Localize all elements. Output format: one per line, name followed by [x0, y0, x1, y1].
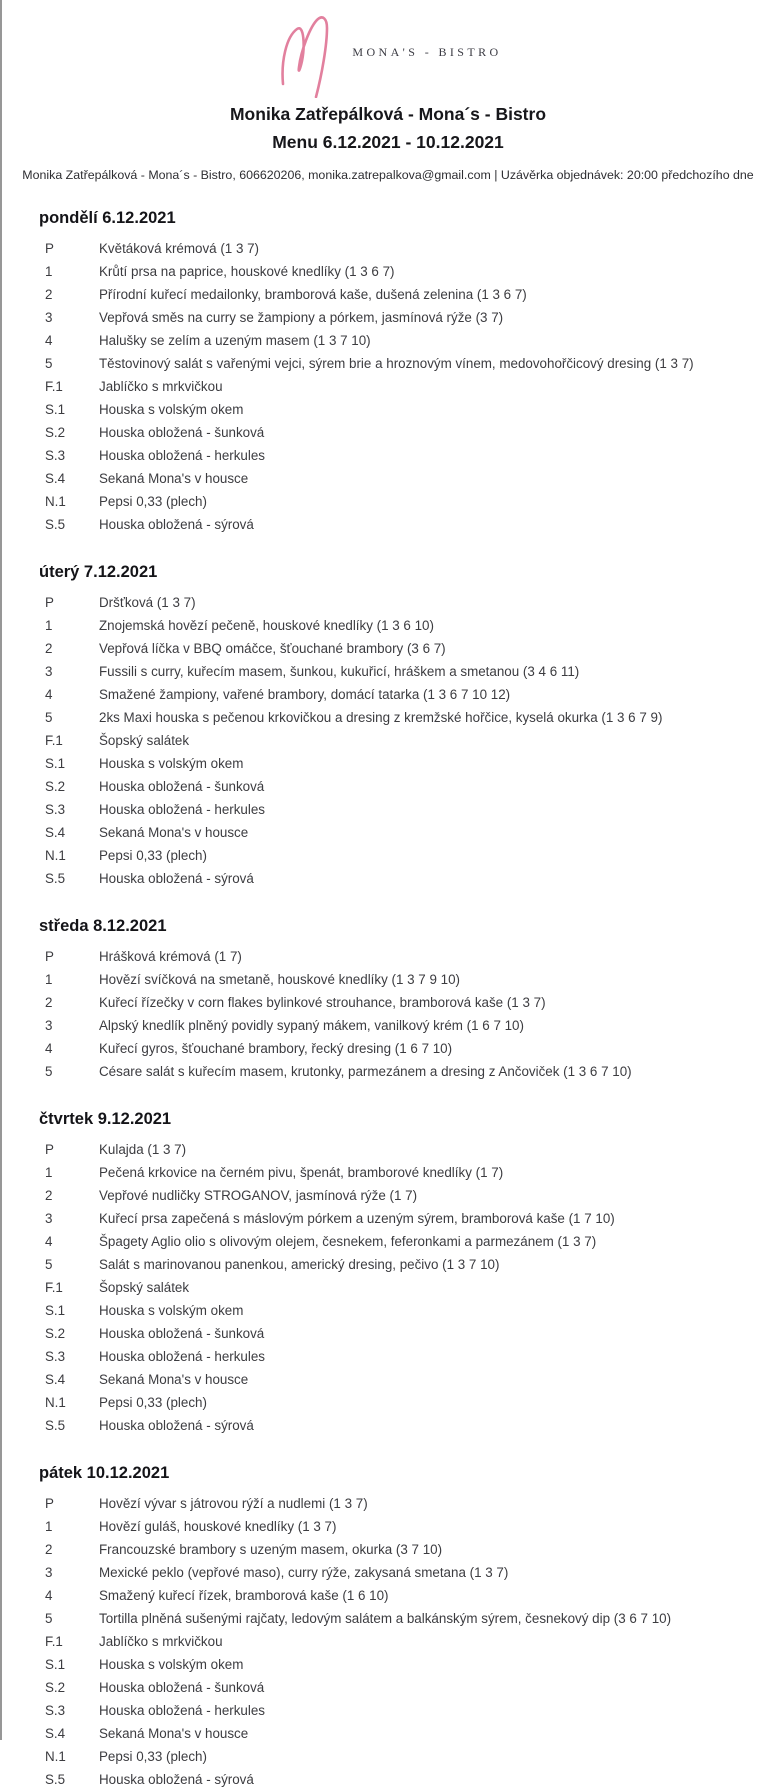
item-code: P — [45, 1142, 54, 1157]
menu-item-row — [39, 1630, 774, 1653]
item-text: Houska obložená - herkules — [99, 802, 265, 817]
item-text: Houska s volským okem — [99, 1657, 244, 1672]
item-text: Jablíčko s mrkvičkou — [99, 379, 223, 394]
item-text: Houska obložená - herkules — [99, 1703, 265, 1718]
menu-item-row — [39, 991, 774, 1014]
item-code: N.1 — [45, 1749, 66, 1764]
menu-item-row — [39, 798, 774, 821]
item-text: Hovězí guláš, houskové knedlíky (1 3 7) — [99, 1519, 337, 1534]
item-code: 2 — [45, 995, 53, 1010]
menu-item-row — [39, 1037, 774, 1060]
day-title: úterý 7.12.2021 — [39, 563, 158, 581]
item-code: 4 — [45, 687, 53, 702]
item-code: S.1 — [45, 756, 66, 771]
item-text: Houska obložená - sýrová — [99, 871, 254, 886]
menu-days — [2, 209, 774, 1791]
item-code: F.1 — [45, 733, 63, 748]
item-code: 2 — [45, 641, 53, 656]
item-code: S.5 — [45, 1418, 66, 1433]
item-text: Vepřová líčka v BBQ omáčce, šťouchané brambory (3 6 7) — [99, 641, 446, 656]
menu-item-row — [39, 1768, 774, 1791]
menu-item-row — [39, 421, 774, 444]
menu-item-row — [39, 467, 774, 490]
item-code: 3 — [45, 664, 53, 679]
item-code: 5 — [45, 1611, 53, 1626]
item-text: Houska obložená - herkules — [99, 448, 265, 463]
item-text: Houska obložená - šunková — [99, 1680, 265, 1695]
item-text: Šopský salátek — [99, 1280, 190, 1295]
item-text: Pepsi 0,33 (plech) — [99, 494, 207, 509]
menu-item-row — [39, 1607, 774, 1630]
menu-item-row — [39, 1414, 774, 1437]
day-title: pátek 10.12.2021 — [39, 1464, 170, 1482]
menu-item-row — [39, 1584, 774, 1607]
item-text: Mexické peklo (vepřové maso), curry rýže, zakysaná smetana (1 3 7) — [99, 1565, 509, 1580]
item-code: 5 — [45, 710, 53, 725]
item-text: Houska obložená - sýrová — [99, 1772, 254, 1787]
day-title: čtvrtek 9.12.2021 — [39, 1110, 172, 1128]
item-code: P — [45, 949, 54, 964]
item-text: Hovězí svíčková na smetaně, houskové knedlíky (1 3 7 9 10) — [99, 972, 460, 987]
item-code: P — [45, 595, 54, 610]
menu-item-row — [39, 1368, 774, 1391]
day-section — [2, 917, 774, 1083]
item-text: Krůtí prsa na paprice, houskové knedlíky (1 3 6 7) — [99, 264, 395, 279]
menu-item-row — [39, 1492, 774, 1515]
menu-item-row — [39, 752, 774, 775]
menu-item-row — [39, 260, 774, 283]
menu-item-row — [39, 683, 774, 706]
item-code: 1 — [45, 1519, 53, 1534]
menu-item-row — [39, 1699, 774, 1722]
item-code: 5 — [45, 356, 53, 371]
item-code: 1 — [45, 618, 53, 633]
item-text: Houska s volským okem — [99, 402, 244, 417]
menu-item-row — [39, 513, 774, 536]
menu-item-row — [39, 375, 774, 398]
menu-item-row — [39, 706, 774, 729]
menu-item-row — [39, 352, 774, 375]
item-code: 2 — [45, 287, 53, 302]
menu-item-row — [39, 729, 774, 752]
day-items — [39, 591, 774, 890]
item-text: Halušky se zelím a uzeným masem (1 3 7 10) — [99, 333, 371, 348]
item-text: Přírodní kuřecí medailonky, bramborová kaše, dušená zelenina (1 3 6 7) — [99, 287, 527, 302]
menu-item-row — [39, 1322, 774, 1345]
day-section — [2, 1464, 774, 1791]
item-text: Hovězí vývar s játrovou rýží a nudlemi (1 3 7) — [99, 1496, 368, 1511]
menu-item-row — [39, 1391, 774, 1414]
item-code: S.3 — [45, 448, 66, 463]
logo — [2, 12, 774, 98]
item-code: S.1 — [45, 1657, 66, 1672]
menu-item-row — [39, 1014, 774, 1037]
item-text: Kuřecí prsa zapečená s máslovým pórkem a uzeným sýrem, bramborová kaše (1 7 10) — [99, 1211, 615, 1226]
item-code: 3 — [45, 310, 53, 325]
menu-item-row — [39, 660, 774, 683]
item-code: F.1 — [45, 1634, 63, 1649]
item-text: Césare salát s kuřecím masem, krutonky, parmezánem a dresing z Ančoviček (1 3 6 7 10) — [99, 1064, 632, 1079]
menu-item-row — [39, 1253, 774, 1276]
item-text: Hrášková krémová (1 7) — [99, 949, 242, 964]
item-text: Houska s volským okem — [99, 756, 244, 771]
menu-item-row — [39, 306, 774, 329]
item-code: F.1 — [45, 379, 63, 394]
menu-item-row — [39, 1184, 774, 1207]
item-code: S.3 — [45, 1703, 66, 1718]
item-text: Sekaná Mona's v housce — [99, 1372, 249, 1387]
item-text: Houska obložená - šunková — [99, 1326, 265, 1341]
item-code: S.4 — [45, 825, 66, 840]
item-text: Pečená krkovice na černém pivu, špenát, bramborové knedlíky (1 7) — [99, 1165, 504, 1180]
item-text: Kulajda (1 3 7) — [99, 1142, 187, 1157]
menu-date-range: Menu 6.12.2021 - 10.12.2021 — [272, 132, 504, 152]
item-text: Špagety Aglio olio s olivovým olejem, česnekem, feferonkami a parmezánem (1 3 7) — [99, 1234, 597, 1249]
item-text: Sekaná Mona's v housce — [99, 1726, 249, 1741]
item-text: Těstovinový salát s vařenými vejci, sýrem brie a hroznovým vínem, medovohořčicový dresing (1 3 7) — [99, 356, 694, 371]
item-text: Fussili s curry, kuřecím masem, šunkou, kukuřicí, hráškem a smetanou (3 4 6 11) — [99, 664, 580, 679]
item-text: Houska s volským okem — [99, 1303, 244, 1318]
item-code: F.1 — [45, 1280, 63, 1295]
day-title: středa 8.12.2021 — [39, 917, 167, 935]
item-text: Houska obložená - sýrová — [99, 517, 254, 532]
day-items — [39, 1492, 774, 1791]
item-code: 3 — [45, 1211, 53, 1226]
menu-item-row — [39, 1060, 774, 1083]
menu-item-row — [39, 1345, 774, 1368]
contact-line: Monika Zatřepálková - Mona´s - Bistro, 606620206, monika.zatrepalkova@gmail.com | Uzávěrka objednávek: 20:00 předchozího dne — [22, 168, 754, 182]
menu-item-row — [39, 398, 774, 421]
item-text: Houska obložená - sýrová — [99, 1418, 254, 1433]
menu-item-row — [39, 283, 774, 306]
item-text: Pepsi 0,33 (plech) — [99, 848, 207, 863]
item-text: 2ks Maxi houska s pečenou krkovičkou a dresing z kremžské hořčice, kyselá okurka (1 3 6 7 9) — [99, 710, 663, 725]
item-code: 3 — [45, 1565, 53, 1580]
menu-item-row — [39, 844, 774, 867]
menu-item-row — [39, 1515, 774, 1538]
menu-item-row — [39, 614, 774, 637]
item-code: S.4 — [45, 1372, 66, 1387]
item-code: N.1 — [45, 848, 66, 863]
menu-item-row — [39, 1538, 774, 1561]
menu-item-row — [39, 1653, 774, 1676]
day-section — [2, 209, 774, 536]
item-text: Houska obložená - šunková — [99, 425, 265, 440]
menu-item-row — [39, 775, 774, 798]
item-code: 4 — [45, 1234, 53, 1249]
item-code: 5 — [45, 1257, 53, 1272]
menu-item-row — [39, 591, 774, 614]
item-code: S.5 — [45, 871, 66, 886]
item-code: 2 — [45, 1542, 53, 1557]
item-text: Dršťková (1 3 7) — [99, 595, 196, 610]
menu-item-row — [39, 1161, 774, 1184]
menu-item-row — [39, 821, 774, 844]
menu-item-row — [39, 444, 774, 467]
item-code: 3 — [45, 1018, 53, 1033]
day-section — [2, 1110, 774, 1437]
item-text: Jablíčko s mrkvičkou — [99, 1634, 223, 1649]
item-code: 5 — [45, 1064, 53, 1079]
item-text: Sekaná Mona's v housce — [99, 825, 249, 840]
monogram-m-icon — [274, 12, 336, 98]
menu-item-row — [39, 945, 774, 968]
item-code: P — [45, 241, 54, 256]
menu-item-row — [39, 1276, 774, 1299]
item-text: Pepsi 0,33 (plech) — [99, 1395, 207, 1410]
menu-item-row — [39, 637, 774, 660]
menu-item-row — [39, 1138, 774, 1161]
item-code: 4 — [45, 333, 53, 348]
item-text: Květáková krémová (1 3 7) — [99, 241, 260, 256]
item-text: Francouzské brambory s uzeným masem, okurka (3 7 10) — [99, 1542, 443, 1557]
menu-item-row — [39, 329, 774, 352]
item-text: Šopský salátek — [99, 733, 190, 748]
item-code: 1 — [45, 1165, 53, 1180]
menu-item-row — [39, 1230, 774, 1253]
menu-item-row — [39, 1299, 774, 1322]
item-code: 2 — [45, 1188, 53, 1203]
item-text: Vepřová směs na curry se žampiony a pórkem, jasmínová rýže (3 7) — [99, 310, 504, 325]
item-code: N.1 — [45, 1395, 66, 1410]
menu-item-row — [39, 1676, 774, 1699]
menu-item-row — [39, 237, 774, 260]
item-text: Vepřové nudličky STROGANOV, jasmínová rýže (1 7) — [99, 1188, 418, 1203]
item-text: Pepsi 0,33 (plech) — [99, 1749, 207, 1764]
item-code: S.2 — [45, 779, 66, 794]
item-code: S.5 — [45, 517, 66, 532]
item-code: N.1 — [45, 494, 66, 509]
item-code: S.3 — [45, 802, 66, 817]
day-items — [39, 237, 774, 536]
menu-item-row — [39, 1207, 774, 1230]
item-code: 4 — [45, 1041, 53, 1056]
item-code: S.5 — [45, 1772, 66, 1787]
item-text: Znojemská hovězí pečeně, houskové knedlíky (1 3 6 10) — [99, 618, 434, 633]
item-code: S.2 — [45, 1680, 66, 1695]
item-code: S.3 — [45, 1349, 66, 1364]
logo-brand-text: MONA'S - BISTRO — [352, 44, 502, 59]
item-text: Kuřecí gyros, šťouchané brambory, řecký dresing (1 6 7 10) — [99, 1041, 453, 1056]
menu-item-row — [39, 1561, 774, 1584]
item-text: Kuřecí řízečky v corn flakes bylinkové strouhance, bramborová kaše (1 3 7) — [99, 995, 546, 1010]
item-text: Alpský knedlík plněný povidly sypaný mákem, vanilkový krém (1 6 7 10) — [99, 1018, 524, 1033]
item-text: Tortilla plněná sušenými rajčaty, ledovým salátem a balkánským sýrem, česnekový dip (3 6 7 10) — [99, 1611, 672, 1626]
item-text: Houska obložená - šunková — [99, 779, 265, 794]
item-text: Smažený kuřecí řízek, bramborová kaše (1 6 10) — [99, 1588, 389, 1603]
item-code: S.1 — [45, 1303, 66, 1318]
menu-item-row — [39, 1745, 774, 1768]
page-title: Monika Zatřepálková - Mona´s - Bistro — [229, 104, 547, 124]
menu-item-row — [39, 968, 774, 991]
day-items — [39, 945, 774, 1083]
item-text: Smažené žampiony, vařené brambory, domácí tatarka (1 3 6 7 10 12) — [99, 687, 511, 702]
menu-item-row — [39, 490, 774, 513]
item-code: 1 — [45, 972, 53, 987]
item-code: 4 — [45, 1588, 53, 1603]
day-items — [39, 1138, 774, 1437]
item-text: Salát s marinovanou panenkou, americký dresing, pečivo (1 3 7 10) — [99, 1257, 500, 1272]
menu-item-row — [39, 867, 774, 890]
item-code: S.2 — [45, 1326, 66, 1341]
item-code: 1 — [45, 264, 53, 279]
item-code: S.4 — [45, 471, 66, 486]
item-code: S.1 — [45, 402, 66, 417]
item-text: Houska obložená - herkules — [99, 1349, 265, 1364]
menu-item-row — [39, 1722, 774, 1745]
item-text: Sekaná Mona's v housce — [99, 471, 249, 486]
item-code: S.4 — [45, 1726, 66, 1741]
item-code: P — [45, 1496, 54, 1511]
day-section — [2, 563, 774, 890]
item-code: S.2 — [45, 425, 66, 440]
day-title: pondělí 6.12.2021 — [39, 209, 176, 227]
